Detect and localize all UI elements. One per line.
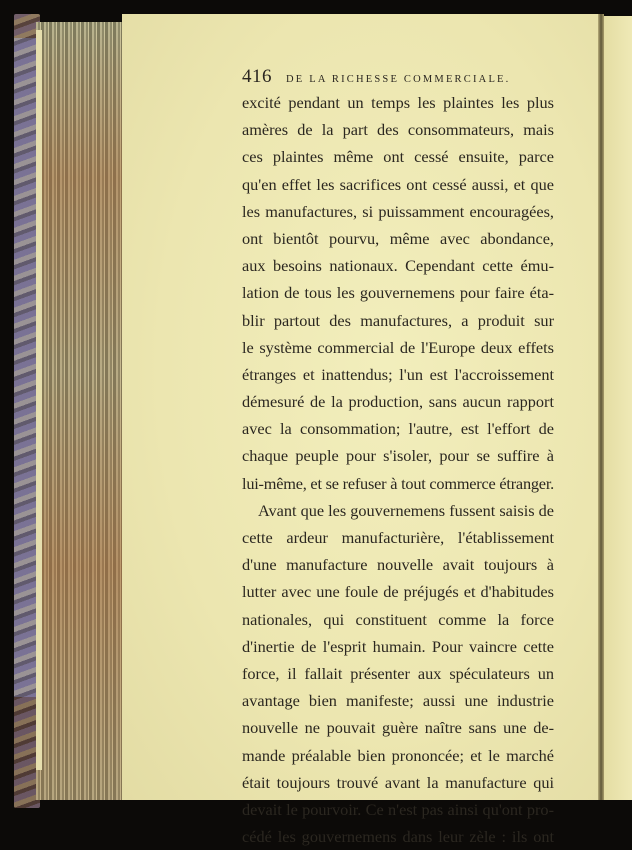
body-text (242, 89, 554, 850)
text-line: nouvelle ne pouvait guère naître sans une de- (242, 718, 554, 738)
text-line: lutter avec une foule de préjugés et d'habitudes (242, 582, 554, 602)
text-line: excité pendant un temps les plaintes les plus (242, 93, 554, 112)
page-edges (36, 22, 124, 800)
text-line: démesuré de la production, sans aucun rapport (242, 392, 554, 412)
text-line: d'inertie de l'esprit humain. Pour vaincre cette (242, 636, 554, 656)
text-line: avantage bien manifeste; aussi une industrie (242, 691, 554, 711)
running-title: DE LA RICHESSE COMMERCIALE. (286, 74, 511, 85)
text-line: le système commercial de l'Europe deux effets (242, 337, 554, 357)
paragraph-start-line: Avant que les gouvernemens fussent saisis de (258, 500, 554, 520)
text-line: cette ardeur manufacturière, l'établissement (242, 528, 554, 547)
text-line: ont bientôt pourvu, même avec abondance, (242, 228, 554, 248)
text-line: blir partout des manufactures, a produit sur (242, 310, 554, 330)
text-line: force, il fallait présenter aux spéculateurs un (242, 663, 554, 683)
text-line: aux besoins nationaux. Cependant cette ému- (242, 256, 554, 276)
text-line: lui-même, et se refuser à tout commerce étranger. (242, 473, 554, 493)
text-line: mande préalable bien prononcée; et le marché (242, 745, 554, 765)
text-line: cédé les gouvernemens dans leur zèle : ils ont (242, 827, 554, 847)
page-number: 416 (242, 66, 272, 87)
text-line: ces plaintes même ont cessé ensuite, parce (242, 147, 554, 167)
text-line: d'une manufacture nouvelle avait toujours à (242, 555, 554, 575)
text-line: avec la consommation; l'autre, est l'effort de (242, 419, 554, 439)
text-line: nationales, qui constituent comme la force (242, 609, 554, 629)
text-line: chaque peuple pour s'isoler, pour se suffire à (242, 446, 554, 466)
text-line: était toujours trouvé avant la manufacture qui (242, 772, 554, 792)
text-line: devait le pourvoir. Ce n'est pas ainsi qu'ont pro- (242, 799, 554, 819)
text-line: lation de tous les gouvernemens pour faire éta- (242, 283, 554, 303)
endpaper-edge (36, 30, 42, 770)
text-line: qu'en effet les sacrifices ont cessé aussi, et que (242, 174, 554, 194)
text-line: les manufactures, si puissamment encouragées, (242, 201, 554, 221)
text-line: amères de la part des consommateurs, mais (242, 120, 554, 140)
facing-page (604, 16, 632, 800)
text-line: étranges et inattendus; l'un est l'accroissement (242, 364, 554, 384)
